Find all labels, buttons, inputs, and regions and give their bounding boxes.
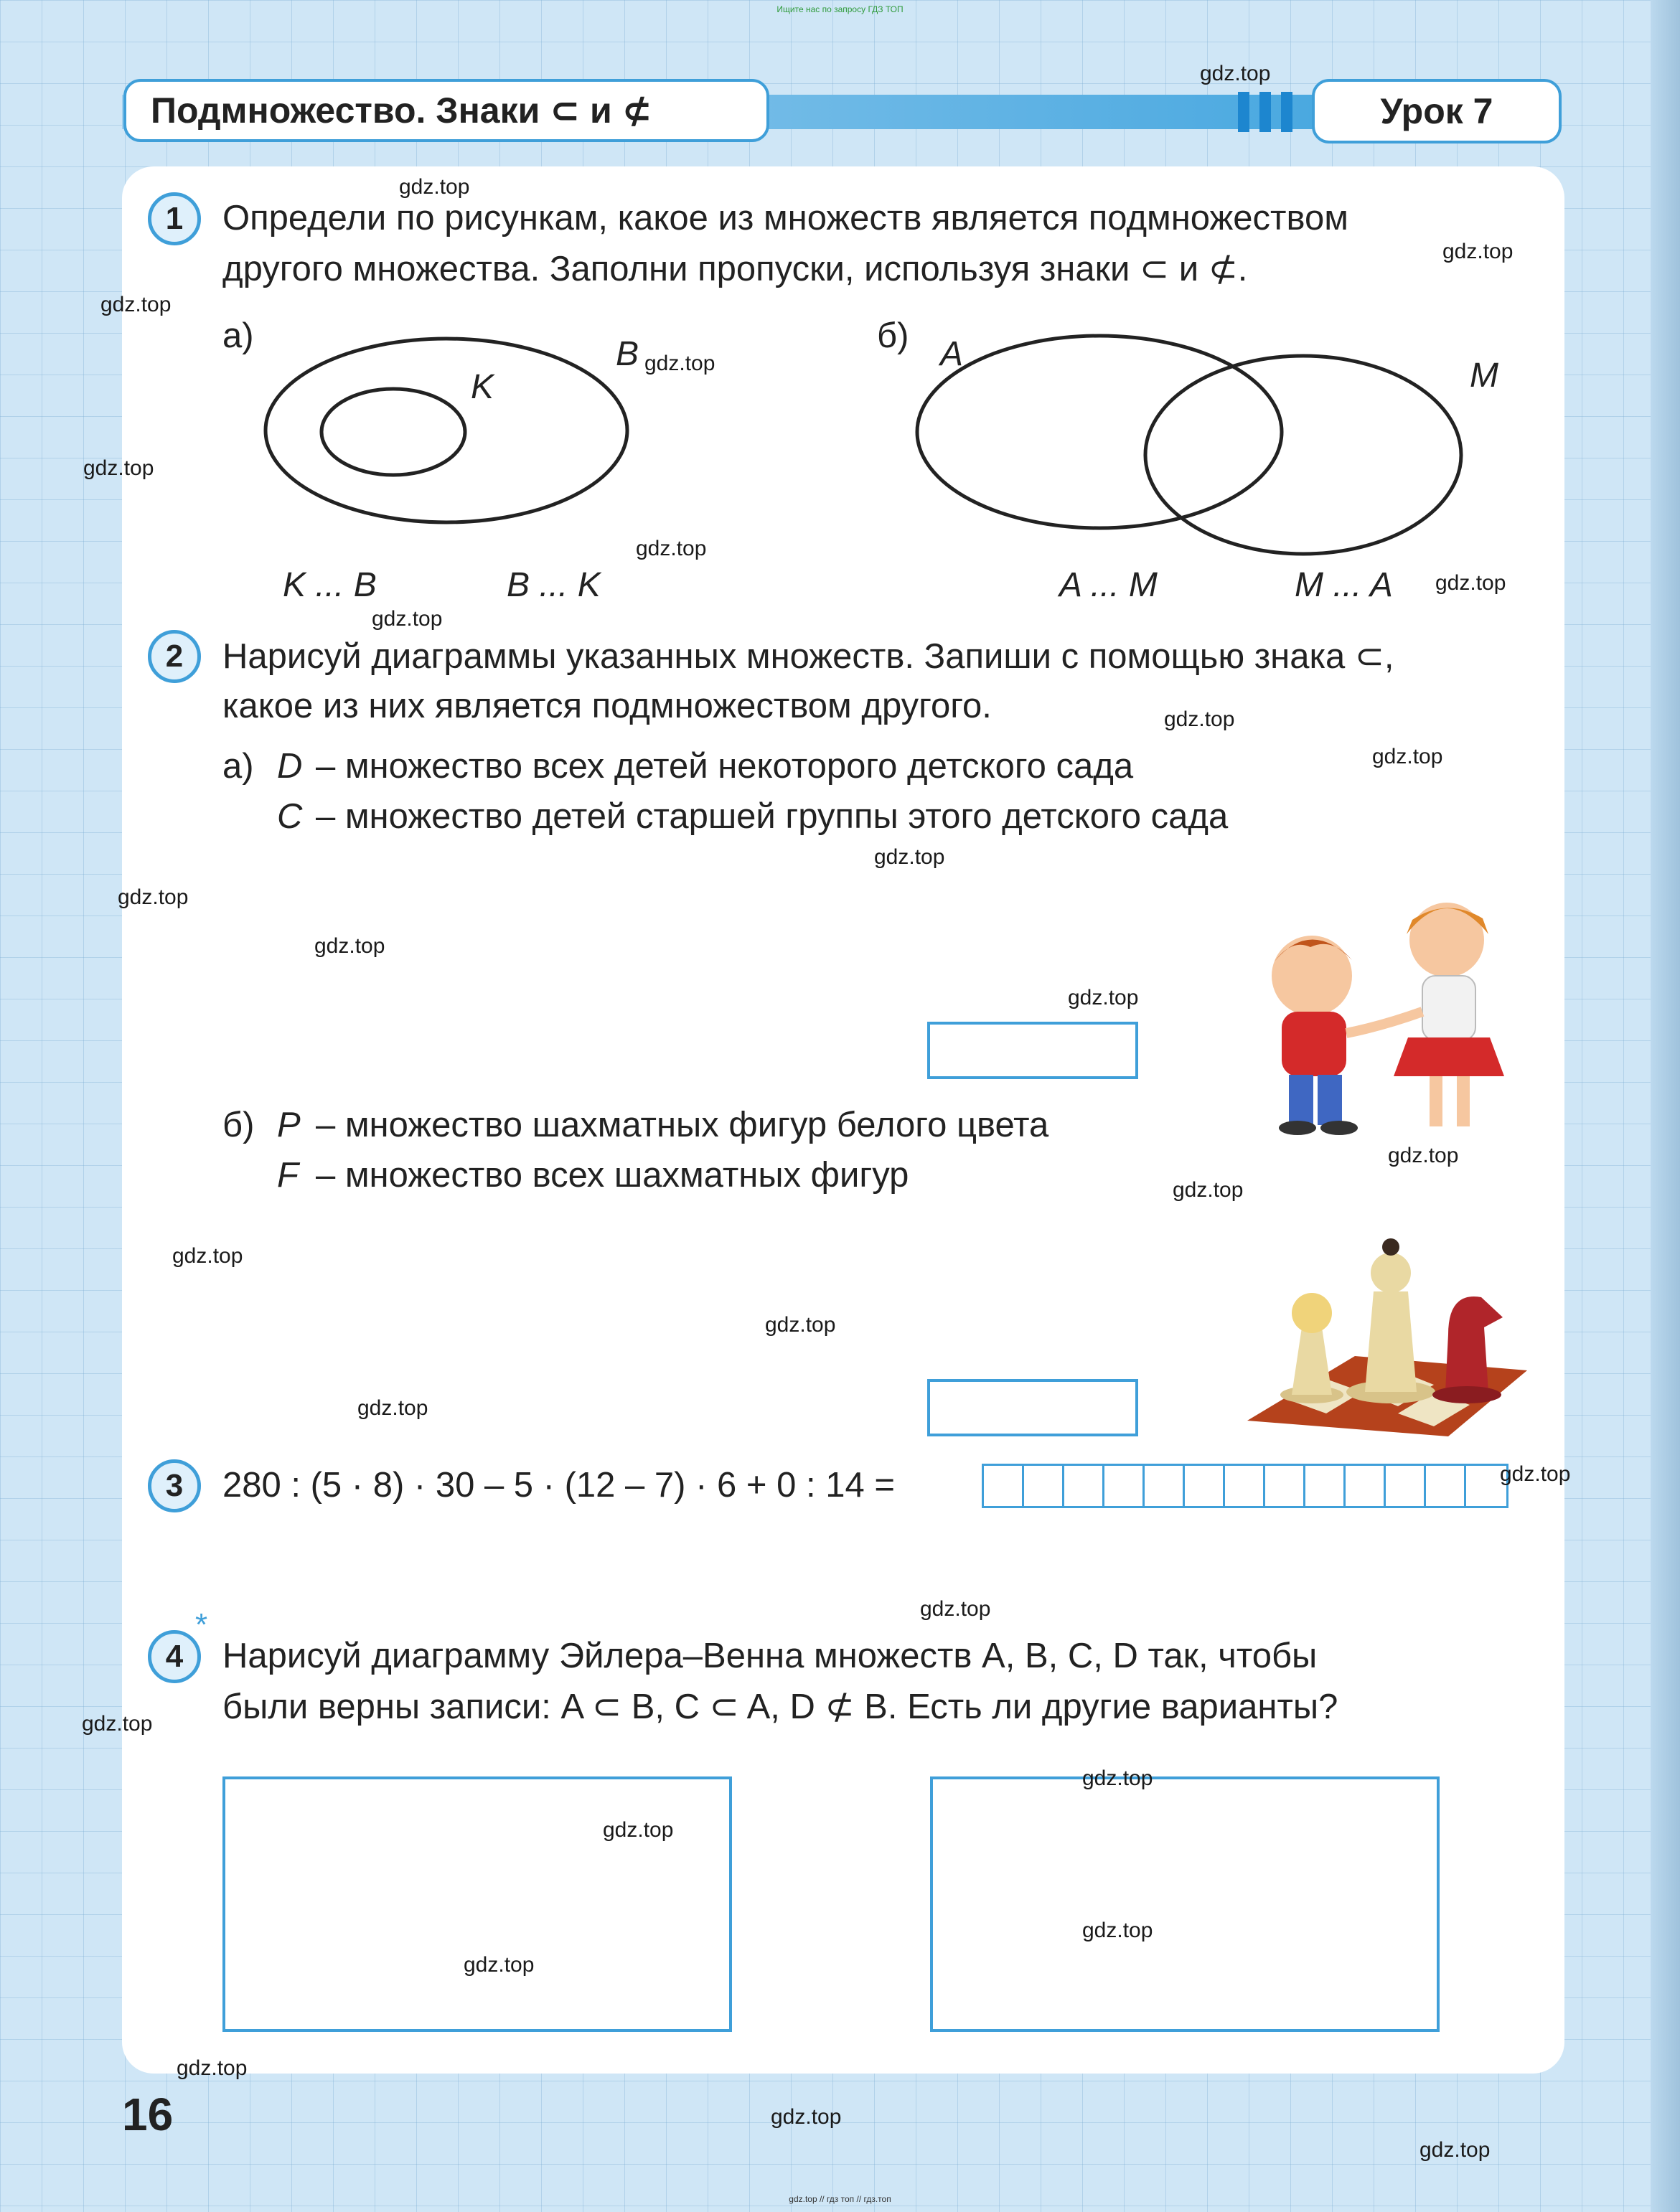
task-4-drawing-box-1[interactable] (222, 1776, 732, 2032)
set-k-ellipse (322, 389, 465, 475)
task-4-line-2: были верны записи: A ⊂ B, C ⊂ A, D ⊄ B. Есть ли другие варианты? (222, 1688, 1338, 1726)
watermark: gdz.top (1372, 745, 1443, 768)
task-3-answer-cells[interactable] (982, 1464, 1508, 1508)
task-2-line-1: Нарисуй диаграммы указанных множеств. Запиши с помощью знака ⊂, (222, 637, 1394, 676)
task-4-drawing-box-2[interactable] (930, 1776, 1440, 2032)
top-note: Ищите нас по запросу ГДЗ ТОП (776, 4, 904, 14)
watermark: gdz.top (83, 456, 154, 480)
watermark: gdz.top (1388, 1144, 1459, 1167)
answer-cell[interactable] (1305, 1466, 1346, 1506)
task-3-expression: 280 : (5 · 8) · 30 – 5 · (12 – 7) · 6 + 0 : 14 = (222, 1466, 895, 1505)
task-2-number: 2 (148, 630, 201, 683)
watermark: gdz.top (177, 2056, 248, 2080)
page-title: Подмножество. Знаки ⊂ и ⊄ (123, 79, 769, 142)
watermark: gdz.top (1082, 1919, 1153, 1942)
set-d-name: D (277, 747, 303, 786)
answer-cell[interactable] (984, 1466, 1024, 1506)
task-1b-label: б) (877, 316, 909, 355)
task-1-line-2: другого множества. Заполни пропуски, используя знаки ⊂ и ⊄. (222, 250, 1248, 288)
watermark: gdz.top (603, 1818, 674, 1842)
task-2-line-2: какое из них является подмножеством другого. (222, 687, 992, 725)
watermark: gdz.top (357, 1396, 428, 1420)
answer-cell[interactable] (1104, 1466, 1145, 1506)
set-p-description: – множество шахматных фигур белого цвета (316, 1106, 1049, 1144)
watermark: gdz.top (100, 293, 172, 316)
watermark: gdz.top (1500, 1462, 1571, 1486)
watermark: gdz.top (644, 352, 715, 375)
watermark: gdz.top (1068, 986, 1139, 1009)
watermark: gdz.top (1082, 1766, 1153, 1790)
watermark: gdz.top (1419, 2138, 1491, 2162)
answer-cell[interactable] (1426, 1466, 1466, 1506)
task-1a-label: а) (222, 316, 254, 355)
set-p-name: P (277, 1106, 301, 1144)
bottom-note: gdz.top // гдз топ // гдз.топ (789, 2194, 891, 2204)
watermark: gdz.top (1200, 62, 1271, 85)
answer-cell[interactable] (1346, 1466, 1386, 1506)
watermark: gdz.top (399, 175, 470, 199)
set-f-description: – множество всех шахматных фигур (316, 1156, 909, 1195)
watermark: gdz.top (314, 934, 385, 958)
task-2b-label: б) (222, 1106, 255, 1144)
set-a-ellipse (917, 336, 1282, 528)
set-d-description: – множество всех детей некоторого детского сада (316, 747, 1134, 786)
answer-cell[interactable] (1024, 1466, 1064, 1506)
set-b-label: B (616, 335, 639, 373)
watermark: gdz.top (172, 1244, 243, 1268)
set-c-name: C (277, 797, 303, 836)
task-3-number: 3 (148, 1459, 201, 1512)
watermark: gdz.top (765, 1313, 836, 1337)
answer-cell[interactable] (1386, 1466, 1426, 1506)
watermark: gdz.top (1435, 571, 1506, 595)
blank-a-m[interactable]: A ... M (1059, 566, 1158, 604)
answer-cell[interactable] (1145, 1466, 1185, 1506)
set-m-label: M (1470, 357, 1498, 395)
watermark: gdz.top (82, 1712, 153, 1736)
watermark: gdz.top (464, 1953, 535, 1977)
set-c-description: – множество детей старшей группы этого детского сада (316, 797, 1229, 836)
blank-m-a[interactable]: M ... A (1295, 566, 1393, 604)
set-m-ellipse (1145, 356, 1461, 554)
blank-k-b[interactable]: K ... B (283, 566, 377, 604)
watermark: gdz.top (874, 845, 945, 869)
answer-cell[interactable] (1225, 1466, 1265, 1506)
lesson-label: Урок 7 (1312, 79, 1562, 143)
watermark: gdz.top (372, 607, 443, 631)
set-a-label: A (940, 335, 964, 373)
answer-cell[interactable] (1064, 1466, 1104, 1506)
chess-illustration (1233, 1213, 1534, 1442)
watermark: gdz.top (1442, 240, 1514, 263)
watermark: gdz.top (1164, 707, 1235, 731)
task-2b-answer-box[interactable] (927, 1379, 1138, 1436)
task-4-number: 4 (148, 1630, 201, 1683)
watermark: gdz.top (118, 885, 189, 909)
task-2a-answer-box[interactable] (927, 1022, 1138, 1079)
watermark: gdz.top (771, 2105, 842, 2129)
asterisk-icon: * (195, 1607, 208, 1642)
set-f-name: F (277, 1156, 299, 1195)
task-1-number: 1 (148, 192, 201, 245)
task-4-line-1: Нарисуй диаграмму Эйлера–Венна множеств A, B, C, D так, чтобы (222, 1637, 1318, 1675)
task-2a-label: а) (222, 747, 254, 786)
watermark: gdz.top (636, 537, 707, 560)
page-number: 16 (122, 2089, 174, 2140)
answer-cell[interactable] (1265, 1466, 1305, 1506)
watermark: gdz.top (920, 1597, 991, 1621)
set-k-label: K (471, 368, 494, 406)
blank-b-k[interactable]: B ... K (507, 566, 601, 604)
children-illustration (1231, 868, 1533, 1141)
watermark: gdz.top (1173, 1178, 1244, 1202)
task-1-line-1: Определи по рисункам, какое из множеств является подмножеством (222, 199, 1348, 237)
answer-cell[interactable] (1185, 1466, 1225, 1506)
